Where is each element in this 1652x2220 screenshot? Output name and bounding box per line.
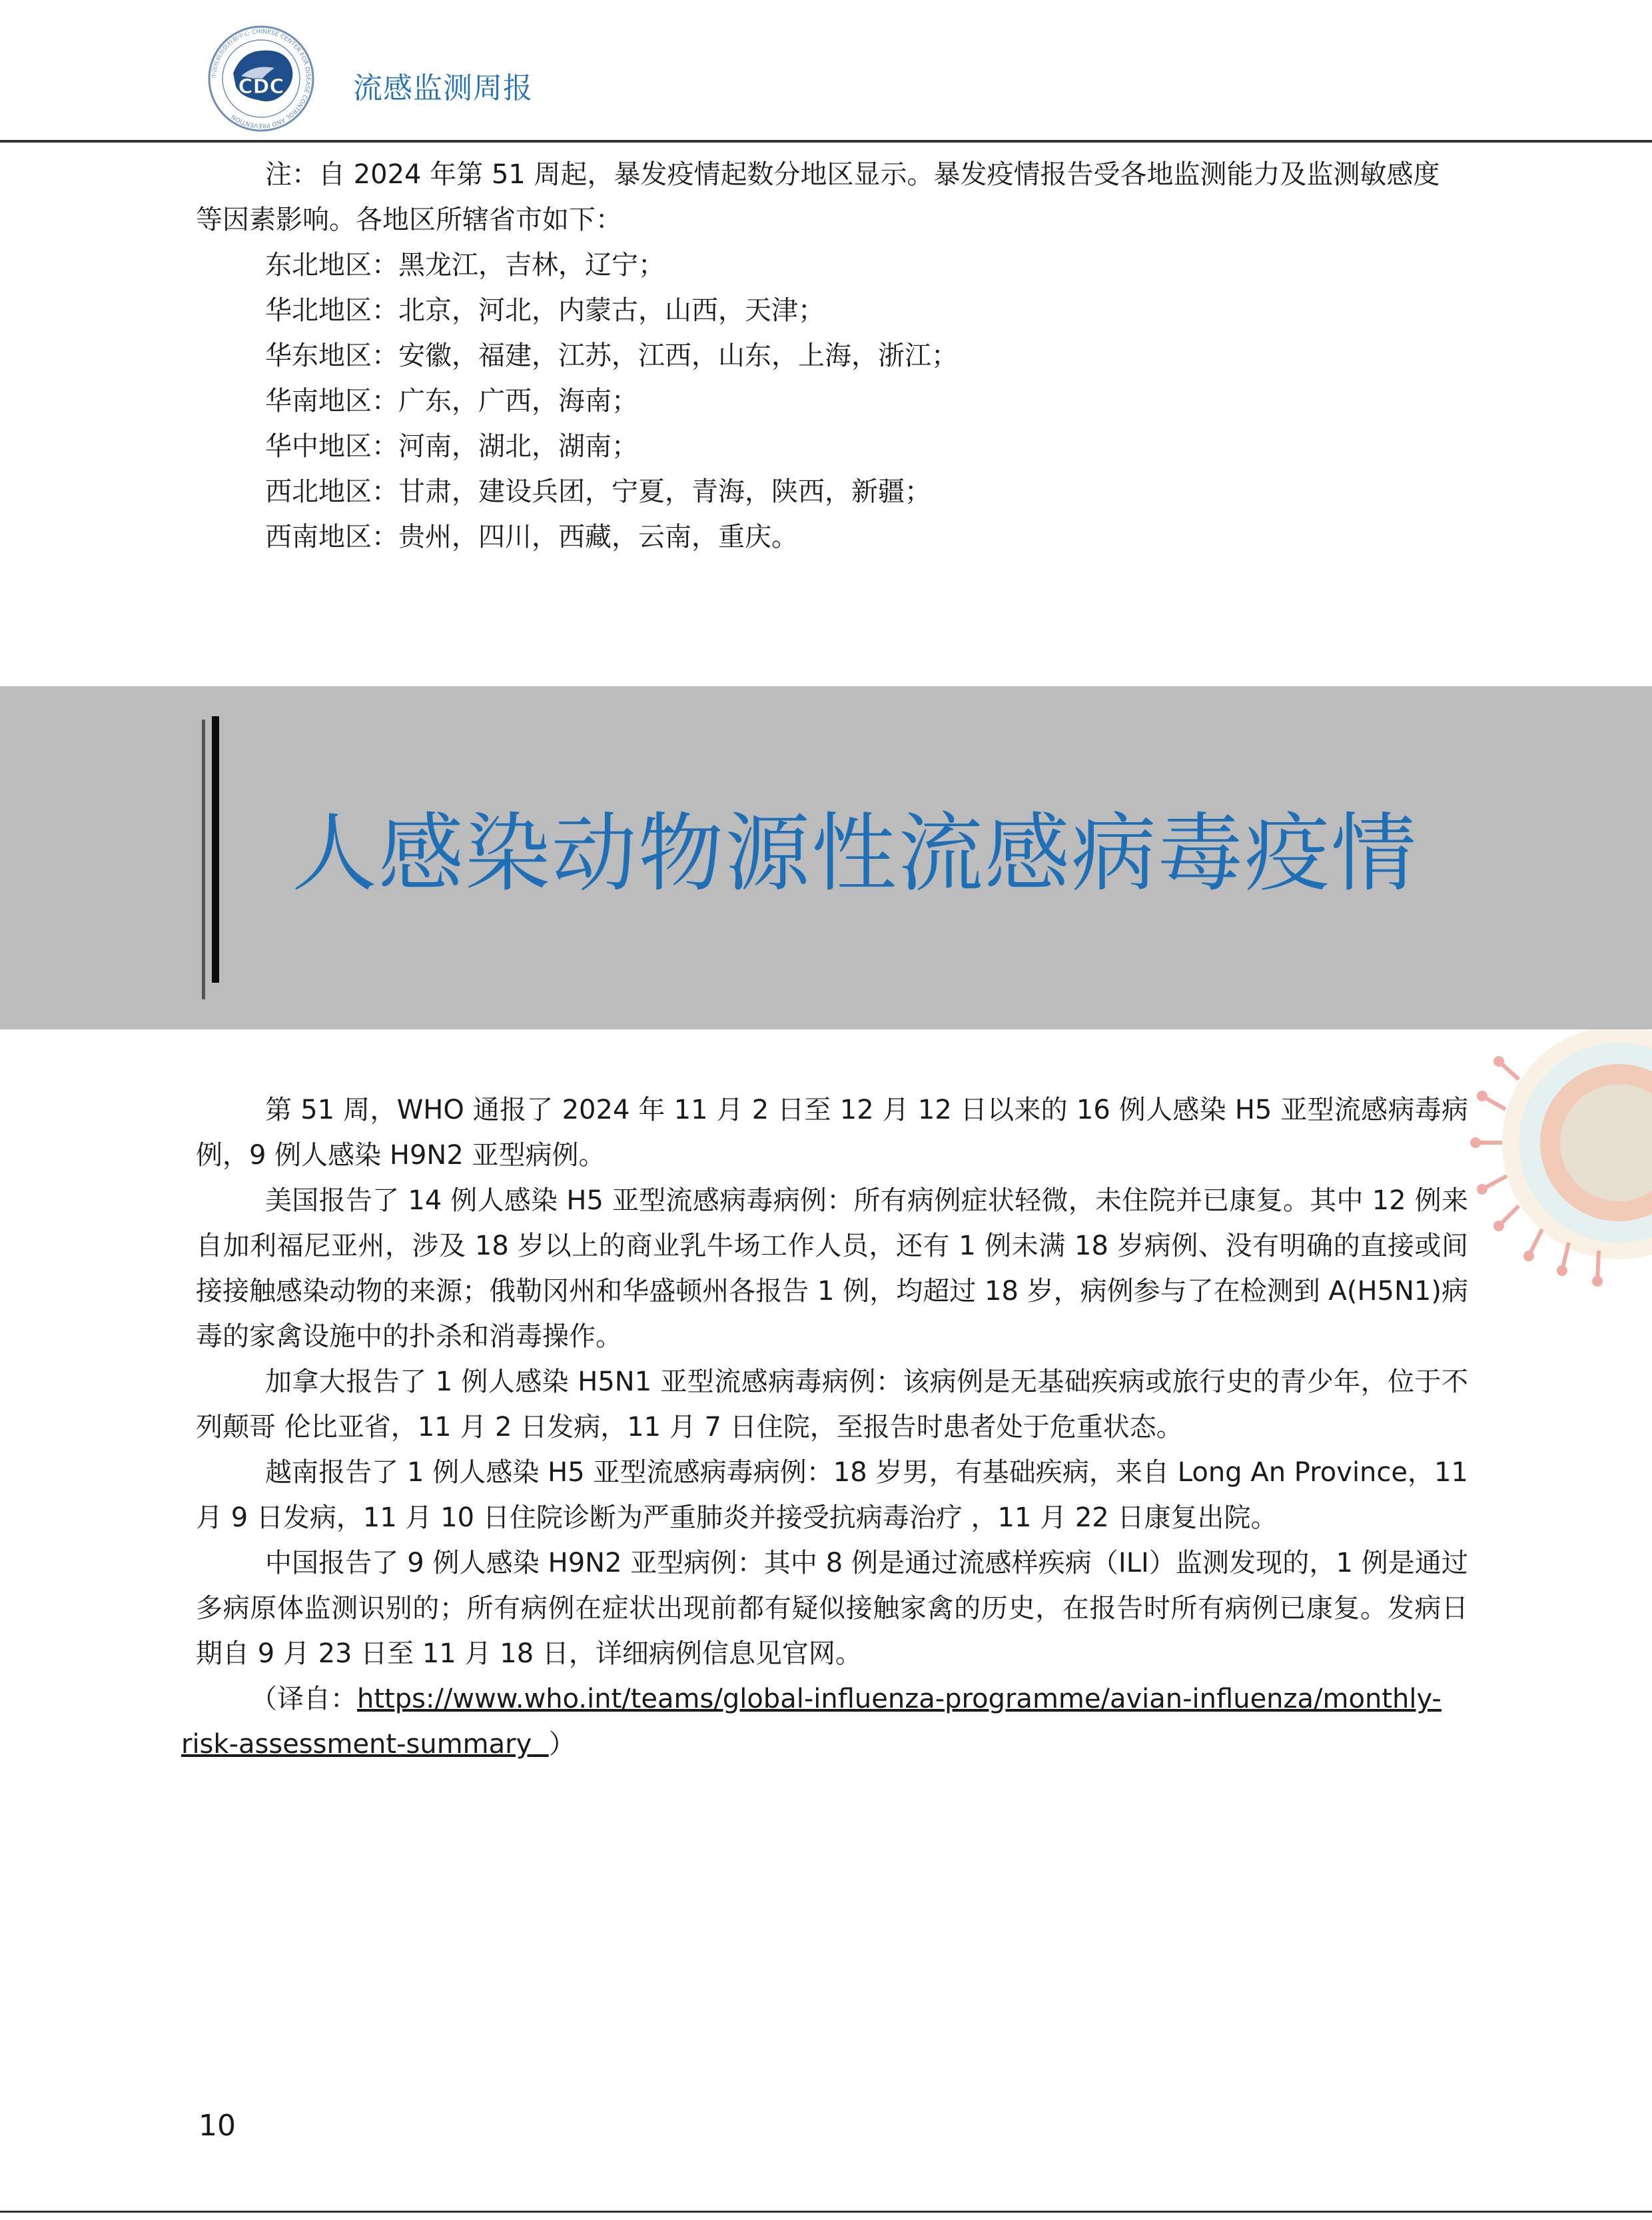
note-line-1: 注：自 2024 年第 51 周起，暴发疫情起数分地区显示。暴发疫情报告受各地监测能力及监测敏感度 <box>265 159 1440 190</box>
section-title: 人感染动物源性流感病毒疫情 <box>292 804 1418 903</box>
svg-text:中国疾病预防控制中心 CHINESE CENTER FOR: 中国疾病预防控制中心 CHINESE CENTER FOR DISEASE CONTROL AND PREVENTION <box>210 28 312 129</box>
banner-accent-bar-thick <box>212 716 219 983</box>
logo-text: CDC <box>238 75 284 99</box>
source-prefix: （译自： <box>250 1684 357 1714</box>
footer-rule <box>0 2211 1652 2213</box>
region-central: 华中地区：河南，湖北，湖南； <box>265 431 638 462</box>
source-link-part-1[interactable]: https://www.who.int/teams/global-influenza-programme/avian-influenza/monthly- <box>357 1684 1442 1714</box>
header-rule <box>0 140 1652 143</box>
paragraph-canada: 加拿大报告了 1 例人感染 H5N1 亚型流感病毒病例：该病例是无基础疾病或旅行史的青少年，位于不列颠哥 伦比亚省，11 月 2 日发病，11 月 7 日住院，至报告时患者处于危重状态。 <box>196 1367 1468 1442</box>
paragraph-vietnam: 越南报告了 1 例人感染 H5 亚型流感病毒病例：18 岁男，有基础疾病，来自 Long An Province，11 月 9 日发病，11 月 10 日住院诊断为严重肺炎并接受抗病毒治疗 ，11 月 22 日康复出院。 <box>196 1457 1468 1533</box>
region-north: 华北地区：北京，河北，内蒙古，山西，天津； <box>265 295 825 326</box>
region-east: 华东地区：安徽，福建，江苏，江西，山东，上海，浙江； <box>265 340 958 371</box>
source-line-1 <box>250 1676 1442 1722</box>
header-title: 流感监测周报 <box>353 71 533 105</box>
region-northwest: 西北地区：甘肃，建设兵团，宁夏，青海，陕西，新疆； <box>265 476 931 507</box>
region-south: 华南地区：广东，广西，海南； <box>265 386 638 416</box>
note-line-2: 等因素影响。各地区所辖省市如下： <box>196 205 622 235</box>
source-link-part-2[interactable]: risk-assessment-summary <box>181 1729 532 1760</box>
region-southwest: 西南地区：贵州，四川，西藏，云南，重庆。 <box>265 522 798 552</box>
cdc-logo <box>195 12 328 145</box>
source-suffix: ） <box>548 1729 576 1760</box>
region-northeast: 东北地区：黑龙江，吉林，辽宁； <box>265 250 665 280</box>
source-line-2 <box>181 1722 576 1767</box>
banner-accent-bar-thin <box>202 720 205 999</box>
paragraph-who-summary: 第 51 周，WHO 通报了 2024 年 11 月 2 日至 12 月 12 日以来的 16 例人感染 H5 亚型流感病毒病例，9 例人感染 H9N2 亚型病例。 <box>196 1095 1468 1171</box>
paragraph-usa: 美国报告了 14 例人感染 H5 亚型流感病毒病例：所有病例症状轻微，未住院并已康复。其中 12 例来自加利福尼亚州，涉及 18 岁以上的商业乳牛场工作人员，还有 1 例未满 18 岁病例、没有明确的直接或间接接触感染动物的来源；俄勒冈州和华盛顿州各报告 1 例，均超过 18 岁，病例参与了在检测到 A(H5N1)病毒的家禽设施中的扑杀和消毒操作。 <box>196 1185 1468 1352</box>
paragraph-china: 中国报告了 9 例人感染 H9N2 亚型病例：其中 8 例是通过流感样疾病（ILI）监测发现的，1 例是通过多病原体监测识别的；所有病例在症状出现前都有疑似接触家禽的历史，在报告时所有病例已康复。发病日期自 9 月 23 日至 11 月 18 日，详细病例信息见官网。 <box>196 1548 1468 1669</box>
page-number: 10 <box>199 2109 236 2143</box>
